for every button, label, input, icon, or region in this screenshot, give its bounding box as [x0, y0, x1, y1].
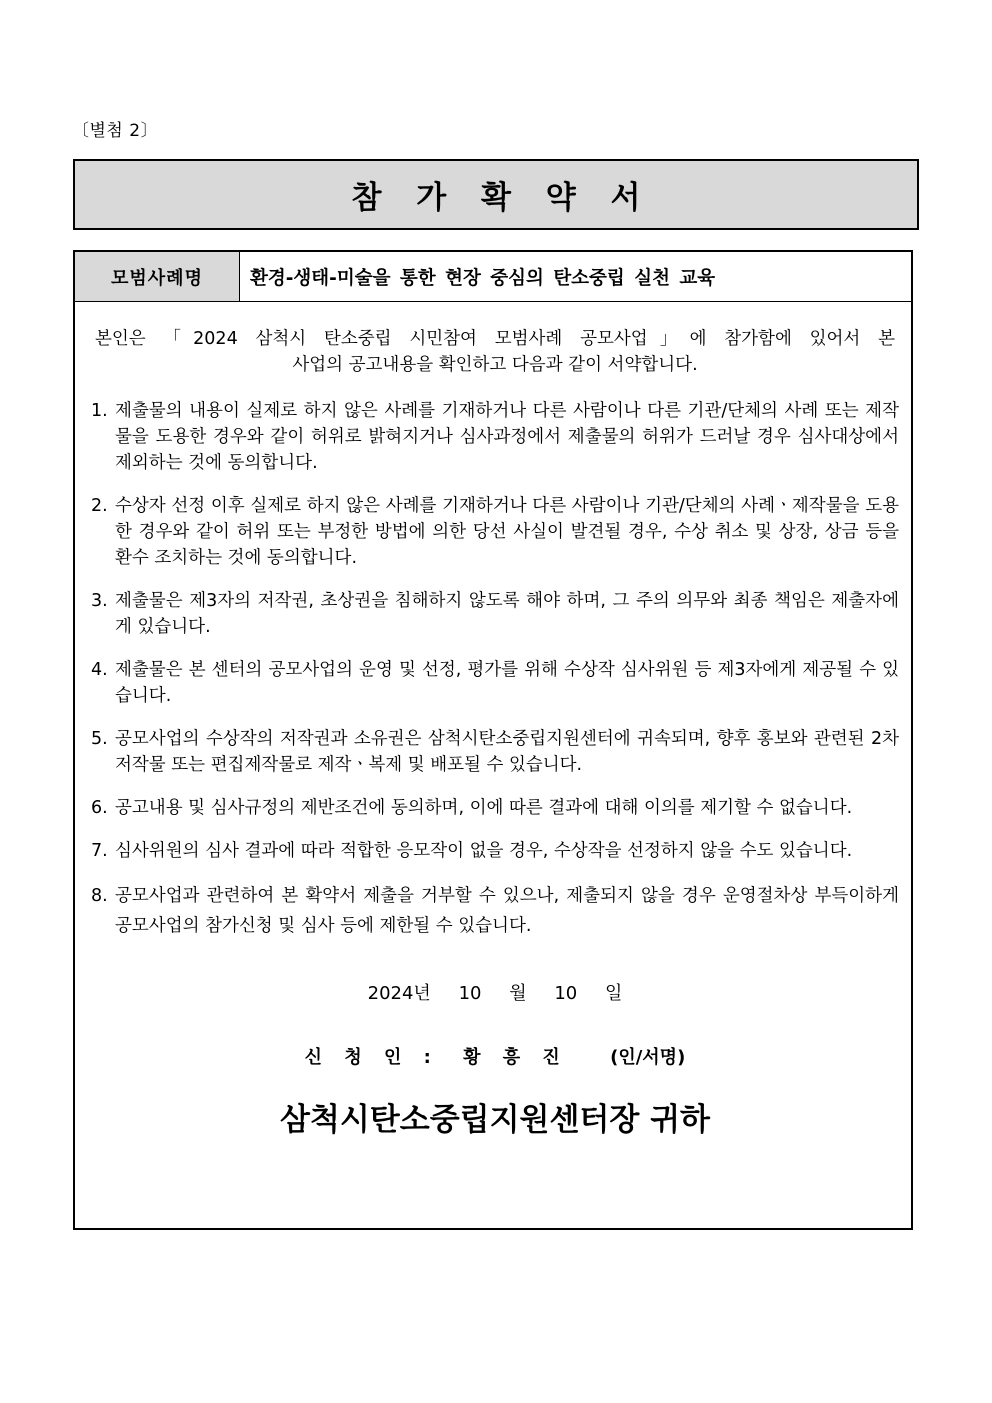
- pledge-item: [91, 795, 899, 821]
- item-number: 8.: [91, 886, 108, 906]
- pledge-item: [91, 398, 899, 476]
- applicant-line: [91, 1045, 899, 1071]
- item-text: 공고내용 및 심사규정의 제반조건에 동의하며, 이에 따른 결과에 대해 이의를 제기할 수 없습니다.: [115, 798, 853, 818]
- pledge-items: [91, 398, 899, 941]
- pledge-item: [91, 493, 899, 571]
- pledge-item: [91, 657, 899, 709]
- intro-paragraph: [91, 326, 899, 378]
- item-number: 2.: [91, 496, 108, 516]
- item-number: 7.: [91, 841, 108, 861]
- pledge-item: [91, 881, 899, 941]
- document-title: 참 가 확 약 서: [351, 180, 653, 216]
- date-month-unit: 월: [509, 983, 527, 1004]
- item-text: 제출물의 내용이 실제로 하지 않은 사례를 기재하거나 다른 사람이나 다른 기관/단체의 사례 또는 제작물을 도용한 경우와 같이 허위로 밝혀지거나 심사과정에서 제출물의 허위가 드러날 경우 심사대상에서 제외하는 것에 동의합니다.: [115, 401, 899, 473]
- pledge-date: [91, 981, 899, 1007]
- item-text: 공모사업과 관련하여 본 확약서 제출을 거부할 수 있으나, 제출되지 않을 경우 운영절차상 부득이하게 공모사업의 참가신청 및 심사 등에 제한될 수 있습니다.: [115, 886, 899, 936]
- applicant-name: 황 흥 진: [463, 1047, 568, 1068]
- applicant-label: 신 청 인 :: [304, 1047, 439, 1068]
- pledge-item: [91, 838, 899, 864]
- item-number: 6.: [91, 798, 108, 818]
- title-box: [73, 159, 919, 230]
- intro-line: 사업의 공고내용을 확인하고 다음과 같이 서약합니다.: [292, 355, 698, 375]
- item-text: 수상자 선정 이후 실제로 하지 않은 사례를 기재하거나 다른 사람이나 기관/단체의 사례ㆍ제작물을 도용한 경우와 같이 허위 또는 부정한 방법에 의한 당선 사실이 발견될 경우, 수상 취소 및 상장, 상금 등을 환수 조치하는 것에 동의합니다.: [115, 496, 899, 568]
- item-number: 4.: [91, 660, 108, 680]
- case-name-row: [75, 252, 911, 302]
- item-text: 공모사업의 수상작의 저작권과 소유권은 삼척시탄소중립지원센터에 귀속되며, 향후 홍보와 관련된 2차 저작물 또는 편집제작물로 제작ㆍ복제 및 배포될 수 있습니다.: [115, 729, 899, 775]
- item-number: 5.: [91, 729, 108, 749]
- intro-line: 본인은 「2024 삼척시 탄소중립 시민참여 모범사례 공모사업」에 참가함에 있어서 본: [95, 329, 895, 349]
- pledge-table: [73, 250, 913, 1230]
- item-number: 3.: [91, 591, 108, 611]
- item-text: 제출물은 제3자의 저작권, 초상권을 침해하지 않도록 해야 하며, 그 주의 의무와 최종 책임은 제출자에게 있습니다.: [115, 591, 899, 637]
- recipient: 삼척시탄소중립지원센터장 귀하: [279, 1102, 711, 1138]
- item-number: 1.: [91, 401, 108, 421]
- date-month-value: 10: [458, 983, 482, 1004]
- item-text: 심사위원의 심사 결과에 따라 적합한 응모작이 없을 경우, 수상작을 선정하지 않을 수도 있습니다.: [115, 841, 853, 861]
- pledge-item: [91, 588, 899, 640]
- case-name-label: 모범사례명: [75, 252, 240, 301]
- date-day-value: 10: [554, 983, 578, 1004]
- pledge-item: [91, 726, 899, 778]
- pledge-content: [75, 302, 911, 1138]
- case-name-value: 환경-생태-미술을 통한 현장 중심의 탄소중립 실천 교육: [250, 267, 716, 289]
- date-day-unit: 일: [604, 983, 623, 1004]
- date-year: 2024년: [367, 983, 431, 1004]
- item-text: 제출물은 본 센터의 공모사업의 운영 및 선정, 평가를 위해 수상작 심사위원 등 제3자에게 제공될 수 있습니다.: [115, 660, 899, 706]
- attachment-label: 〔별첨 2〕: [72, 121, 159, 141]
- signature-placeholder: (인/서명): [610, 1047, 686, 1068]
